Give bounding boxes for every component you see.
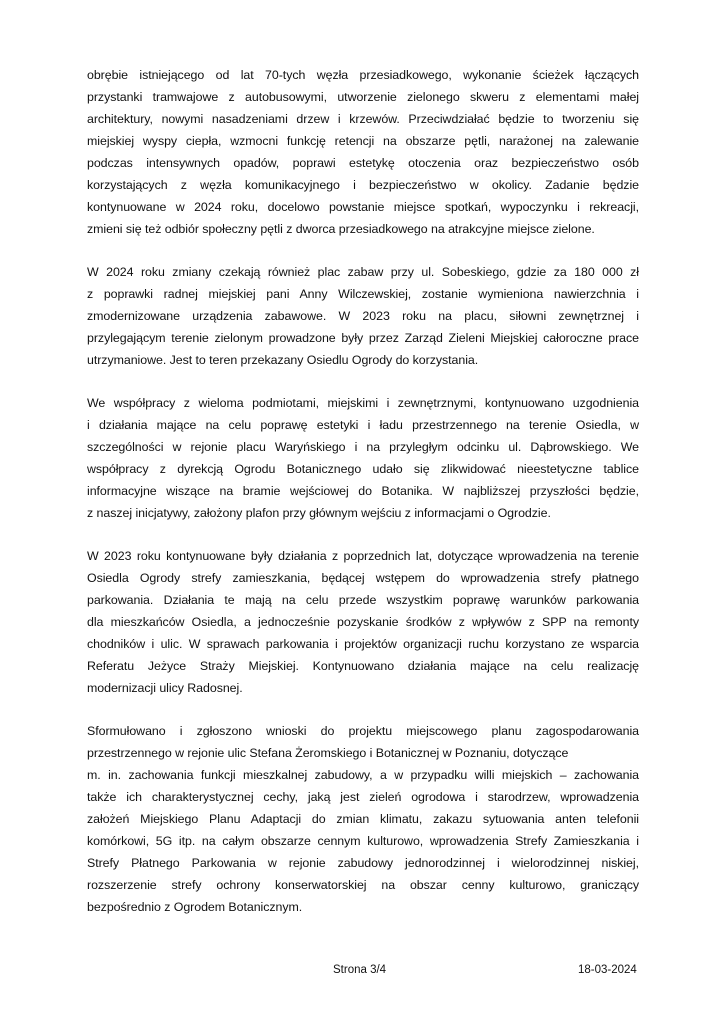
text-line: także ich charakterystycznej cechy, jaką jest zieleń ogrodowa i starodrzew, wprowadzenia	[87, 790, 639, 804]
text-line: miejskiej wyspy ciepła, wzmocni funkcję retencji na obszarze pętli, narażonej na zalewanie	[87, 134, 639, 148]
text-line: bezpośrednio z Ogrodem Botanicznym.	[87, 900, 303, 914]
text-line: modernizacji ulicy Radosnej.	[87, 681, 243, 695]
paragraph-transport-hub	[87, 64, 639, 240]
text-line: rozszerzenie strefy ochrony konserwatorskiej na obszar cenny kulturowo, graniczący	[87, 878, 639, 892]
text-line: Osiedla Ogrody strefy zamieszkania, będącej wstępem do wprowadzenia strefy płatnego	[87, 571, 639, 585]
text-line: We współpracy z wieloma podmiotami, miejskimi i zewnętrznymi, kontynuowano uzgodnienia	[87, 396, 639, 410]
text-line: z poprawki radnej miejskiej pani Anny Wilczewskiej, zostanie wymieniona nawierzchnia i	[87, 287, 639, 301]
text-line: obrębie istniejącego od lat 70-tych węzła przesiadkowego, wykonanie ścieżek łączących	[87, 68, 639, 82]
text-line: Strefy Płatnego Parkowania w rejonie zabudowy jednorodzinnej i wielorodzinnej niskiej,	[87, 856, 639, 870]
paragraph-playground	[87, 261, 639, 371]
text-line: podczas intensywnych opadów, poprawi estetykę otoczenia oraz bezpieczeństwo osób	[87, 156, 639, 170]
text-line: W 2023 roku kontynuowane były działania z poprzednich lat, dotyczące wprowadzenia na terenie	[87, 549, 639, 563]
text-line: utrzymaniowe. Jest to teren przekazany Osiedlu Ogrody do korzystania.	[87, 353, 479, 367]
text-line: Referatu Jeżyce Straży Miejskiej. Kontynuowano działania mające na celu realizację	[87, 659, 639, 673]
document-page	[87, 64, 639, 939]
text-line: informacyjne wiszące na bramie wejściowej do Botanika. W najbliższej przyszłości będzie,	[87, 484, 639, 498]
paragraph-parking	[87, 545, 639, 699]
text-line: architektury, nowymi nasadzeniami drzew i krzewów. Przeciwdziałać będzie to tworzeniu się	[87, 112, 639, 126]
text-line: i działania mające na celu poprawę estetyki i ładu przestrzennego na terenie Osiedla, w	[87, 418, 639, 432]
text-line: przestrzennego w rejonie ulic Stefana Żeromskiego i Botanicznej w Poznaniu, dotyczące	[87, 746, 569, 760]
text-line: korzystających z węzła komunikacyjnego i bezpieczeństwo w okolicy. Zadanie będzie	[87, 178, 639, 192]
text-line: założeń Miejskiego Planu Adaptacji do zmian klimatu, zakazu sytuowania anten telefonii	[87, 812, 639, 826]
text-line: przylegającym terenie zielonym prowadzone były przez Zarząd Zieleni Miejskiej całoroczne prace	[87, 331, 639, 345]
text-line: dla mieszkańców Osiedla, a jednocześnie pozyskanie środków z wpływów z SPP na remonty	[87, 615, 639, 629]
page-number: Strona 3/4	[333, 964, 387, 976]
text-line: przystanki tramwajowe z autobusowymi, utworzenie zielonego skweru z elementami małej	[87, 90, 639, 104]
text-line: parkowania. Działania te mają na celu przede wszystkim poprawę warunków parkowania	[87, 593, 639, 607]
text-line: kontynuowane w 2024 roku, docelowo powstanie miejsce spotkań, wypoczynku i rekreacji,	[87, 200, 639, 214]
text-line: współpracy z dyrekcją Ogrodu Botanicznego udało się zlikwidować nieestetyczne tablice	[87, 462, 639, 476]
paragraph-cooperation	[87, 392, 639, 524]
text-line: chodników i ulic. W sprawach parkowania i projektów organizacji ruchu korzystano ze wsparcia	[87, 637, 639, 651]
paragraph-zoning-plan	[87, 720, 639, 918]
text-line: m. in. zachowania funkcji mieszkalnej zabudowy, a w przypadku willi miejskich – zachowania	[87, 768, 639, 782]
text-line: z naszej inicjatywy, założony plafon przy głównym wejściu z informacjami o Ogrodzie.	[87, 506, 551, 520]
text-line: komórkowi, 5G itp. na całym obszarze cennym kulturowo, wprowadzenia Strefy Zamieszkania i	[87, 834, 639, 848]
document-date: 18-03-2024	[578, 964, 637, 976]
text-line: szczególności w rejonie placu Waryńskiego i na przyległym odcinku ul. Dąbrowskiego. We	[87, 440, 639, 454]
text-line: W 2024 roku zmiany czekają również plac zabaw przy ul. Sobeskiego, gdzie za 180 000 zł	[87, 265, 639, 279]
text-line: Sformułowano i zgłoszono wnioski do projektu miejscowego planu zagospodarowania	[87, 724, 639, 738]
text-line: zmodernizowane urządzenia zabawowe. W 2023 roku na placu, siłowni zewnętrznej i	[87, 309, 639, 323]
page-footer	[0, 964, 724, 982]
text-line: zmieni się też odbiór społeczny pętli z dworca przesiadkowego na atrakcyjne miejsce zielone.	[87, 222, 595, 236]
